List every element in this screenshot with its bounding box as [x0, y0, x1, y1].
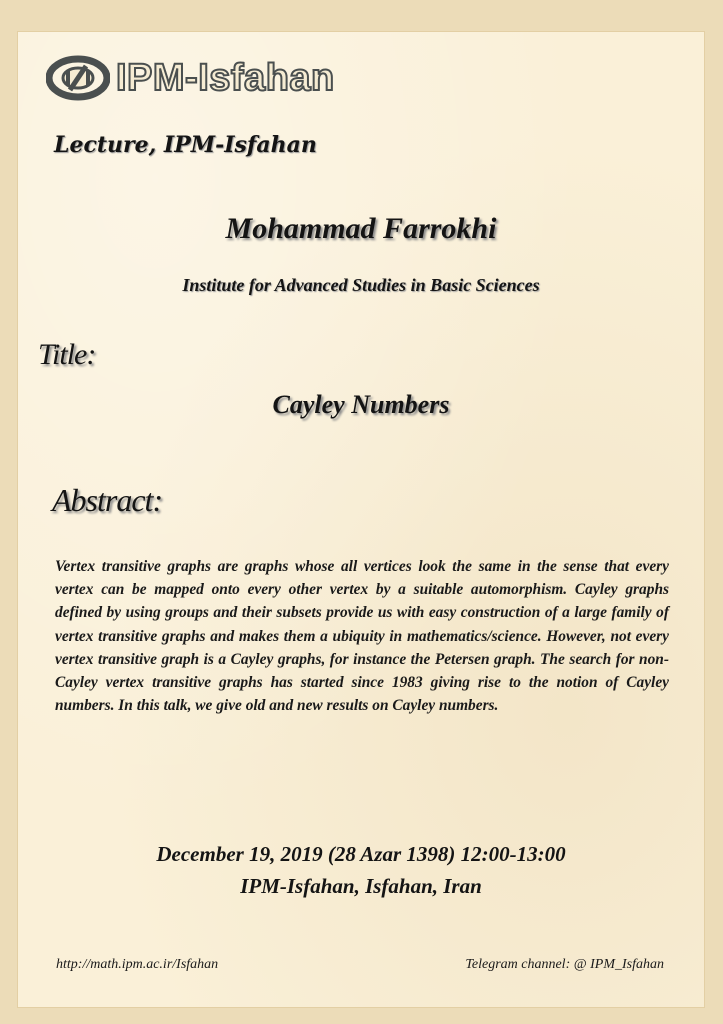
- footer-telegram: Telegram channel: @ IPM_Isfahan: [465, 957, 664, 972]
- footer-url[interactable]: http://math.ipm.ac.ir/Isfahan: [56, 957, 219, 972]
- lecture-label: Lecture, IPM-Isfahan: [54, 132, 317, 158]
- poster: [18, 32, 704, 1007]
- ipm-logo-icon: [46, 55, 110, 101]
- speaker-name: Mohammad Farrokhi: [225, 212, 497, 245]
- speaker-affiliation: Institute for Advanced Studies in Basic Sciences: [182, 275, 540, 295]
- ipm-logo: [46, 54, 335, 102]
- abstract-body: Vertex transitive graphs are graphs whose all vertices look the same in the sense that every vertex can be mapped onto every other vertex by a suitable automorphism. Cayley graphs defined by using groups and their subsets provide us with easy construction of a large family of vertex transitive graphs and makes them a ubiquity in mathematics/science. However, not every vertex transitive graph is a Cayley graphs, for instance the Petersen graph. The search for non-Cayley vertex transitive graphs has started since 1983 giving rise to the notion of Cayley numbers. In this talk, we give old and new results on Cayley numbers.: [55, 558, 669, 715]
- event-date-time: December 19, 2019 (28 Azar 1398) 12:00-13:00: [156, 842, 566, 866]
- title-heading: Title:: [38, 338, 96, 371]
- event-location: IPM-Isfahan, Isfahan, Iran: [240, 874, 482, 898]
- logo-text: IPM-Isfahan: [116, 57, 335, 99]
- talk-title: Cayley Numbers: [272, 390, 450, 419]
- abstract-heading: Abstract:: [52, 482, 163, 518]
